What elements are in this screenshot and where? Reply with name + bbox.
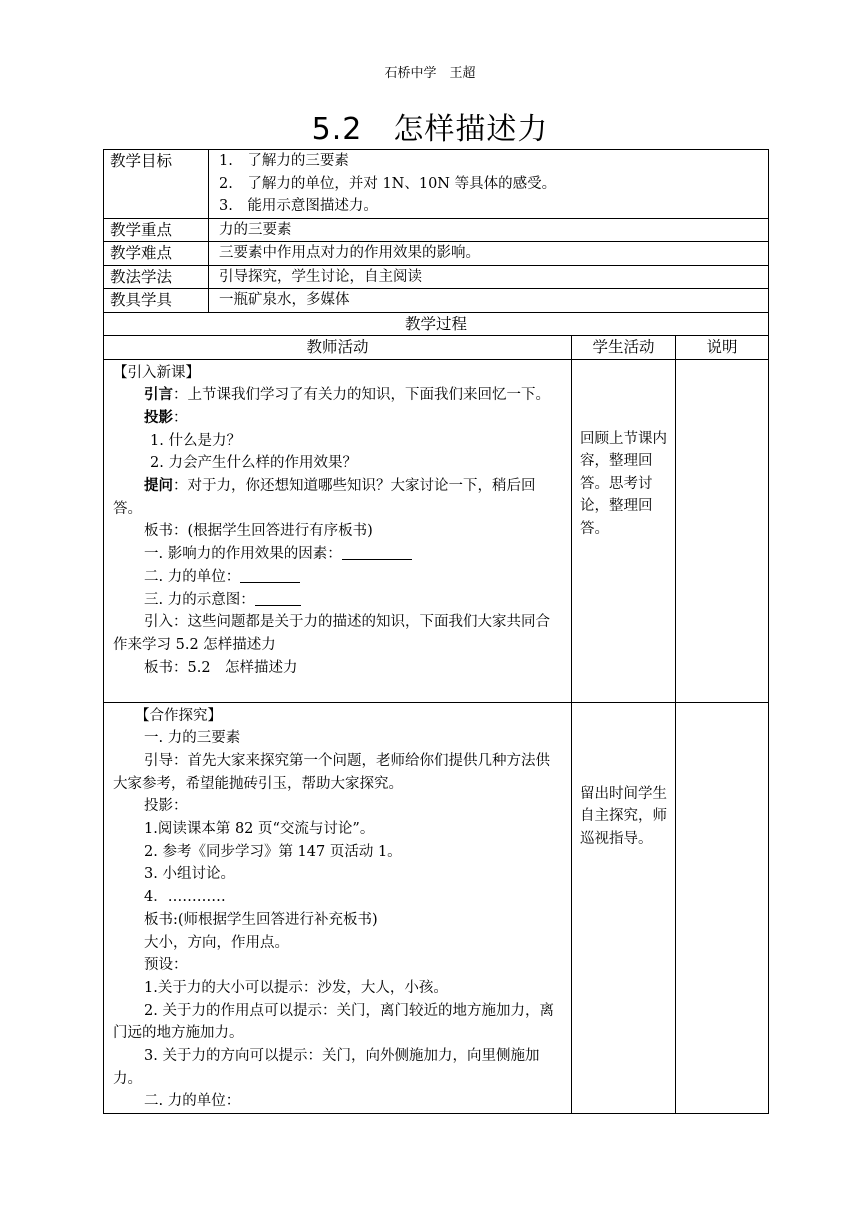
key-row	[104, 218, 769, 242]
lesson-plan-table	[103, 149, 769, 1114]
explore-student-cell: 留出时间学生自主探究，师巡视指导。	[572, 702, 676, 1114]
explore-board: 板书:(师根据学生回答进行补充板书)	[144, 911, 378, 928]
tools-value: 一瓶矿泉水，多媒体	[209, 289, 769, 313]
explore-elements: 大小，方向，作用点。	[144, 934, 289, 951]
projection-label: 投影	[144, 408, 173, 426]
explore-preset: 预设：	[144, 957, 188, 974]
goal-item: 2. 了解力的单位，并对 1N、10N 等具体的感受。	[219, 175, 557, 192]
lead-text: ：上节课我们学习了有关力的知识，下面我们来回忆一下。	[173, 387, 550, 404]
explore-item: 4．…………	[144, 889, 226, 906]
explore-row	[104, 702, 769, 1114]
process-heading: 教学过程	[104, 312, 769, 336]
page-title: 5.2 怎样描述力	[311, 112, 549, 147]
explore-teacher-cell	[104, 702, 572, 1114]
goals-cell	[209, 150, 769, 219]
intro-row	[104, 359, 769, 702]
intro-teacher-cell	[104, 359, 572, 702]
intro-lead	[113, 384, 563, 407]
method-value: 引导探究，学生讨论，自主阅读	[209, 265, 769, 289]
preset-item: 1.关于力的大小可以提示：沙发，大人，小孩。	[144, 979, 448, 996]
blank-line	[342, 544, 412, 560]
board-line	[113, 589, 563, 612]
col-teacher: 教师活动	[104, 336, 572, 360]
explore-subheading: 二. 力的单位：	[144, 1093, 241, 1110]
question-item: 2. 力会产生什么样的作用效果？	[150, 455, 357, 472]
column-header-row	[104, 336, 769, 360]
ask-text: ：对于力，你还想知道哪些知识？大家讨论一下，稍后回答。	[113, 478, 536, 517]
preset-item: 3. 关于力的方向可以提示：关门，向外侧施加力，向里侧施加力。	[113, 1048, 540, 1087]
intro-projection	[113, 407, 563, 430]
board-line-text: 一. 影响力的作用效果的因素：	[144, 546, 342, 563]
explore-note-cell	[676, 702, 769, 1114]
board-line-text: 三. 力的示意图：	[144, 591, 255, 608]
projection-colon: ：	[173, 409, 188, 426]
question-item: 1. 什么是力？	[150, 432, 241, 449]
goal-item: 1. 了解力的三要素	[219, 153, 349, 169]
explore-projection: 投影：	[144, 798, 188, 815]
explore-section-title: 【合作探究】	[135, 707, 222, 724]
intro-lead2: 引入：这些问题都是关于力的描述的知识，下面我们大家共同合作来学习 5.2 怎样描述力	[113, 614, 550, 653]
blank-line	[255, 590, 301, 606]
intro-ask	[113, 475, 563, 520]
goal-item: 3. 能用示意图描述力。	[219, 198, 378, 214]
col-student: 学生活动	[572, 336, 676, 360]
intro-note-cell	[676, 359, 769, 702]
explore-item: 1.阅读课本第 82 页“交流与讨论”。	[144, 821, 375, 838]
intro-section-title: 【引入新课】	[113, 364, 200, 381]
process-heading-row	[104, 312, 769, 336]
difficult-value: 三要素中作用点对力的作用效果的影响。	[209, 242, 769, 266]
preset-item: 2. 关于力的作用点可以提示：关门，离门较近的地方施加力，离门远的地方施加力。	[113, 1002, 554, 1042]
explore-item: 2. 参考《同步学习》第 147 页活动 1。	[144, 843, 402, 860]
explore-guide: 引导：首先大家来探究第一个问题，老师给你们提供几种方法供大家参考，希望能抛砖引玉，帮助大家探究。	[113, 752, 550, 792]
board-line	[113, 566, 563, 589]
method-row	[104, 265, 769, 289]
goals-label: 教学目标	[104, 150, 209, 219]
tools-label: 教具学具	[104, 289, 209, 313]
tools-row	[104, 289, 769, 313]
intro-student-cell: 回顾上节课内容，整理回答。思考讨论，整理回答。	[572, 359, 676, 702]
method-label: 教法学法	[104, 265, 209, 289]
ask-label: 提问	[144, 477, 173, 495]
col-note: 说明	[676, 336, 769, 360]
explore-subheading: 一. 力的三要素	[144, 730, 241, 747]
key-value: 力的三要素	[209, 218, 769, 242]
blank-line	[240, 567, 300, 583]
goals-row	[104, 150, 769, 219]
board-line-text: 二. 力的单位：	[144, 568, 241, 585]
explore-item: 3. 小组讨论。	[144, 866, 235, 883]
key-label: 教学重点	[104, 218, 209, 242]
board-note: 板书：(根据学生回答进行有序板书)	[144, 523, 373, 540]
page-header: 石桥中学 王超	[384, 66, 476, 81]
difficult-label: 教学难点	[104, 242, 209, 266]
board-title: 板书：5.2 怎样描述力	[144, 659, 298, 676]
difficult-row	[104, 242, 769, 266]
lead-label: 引言	[144, 386, 173, 404]
board-line	[113, 543, 563, 566]
